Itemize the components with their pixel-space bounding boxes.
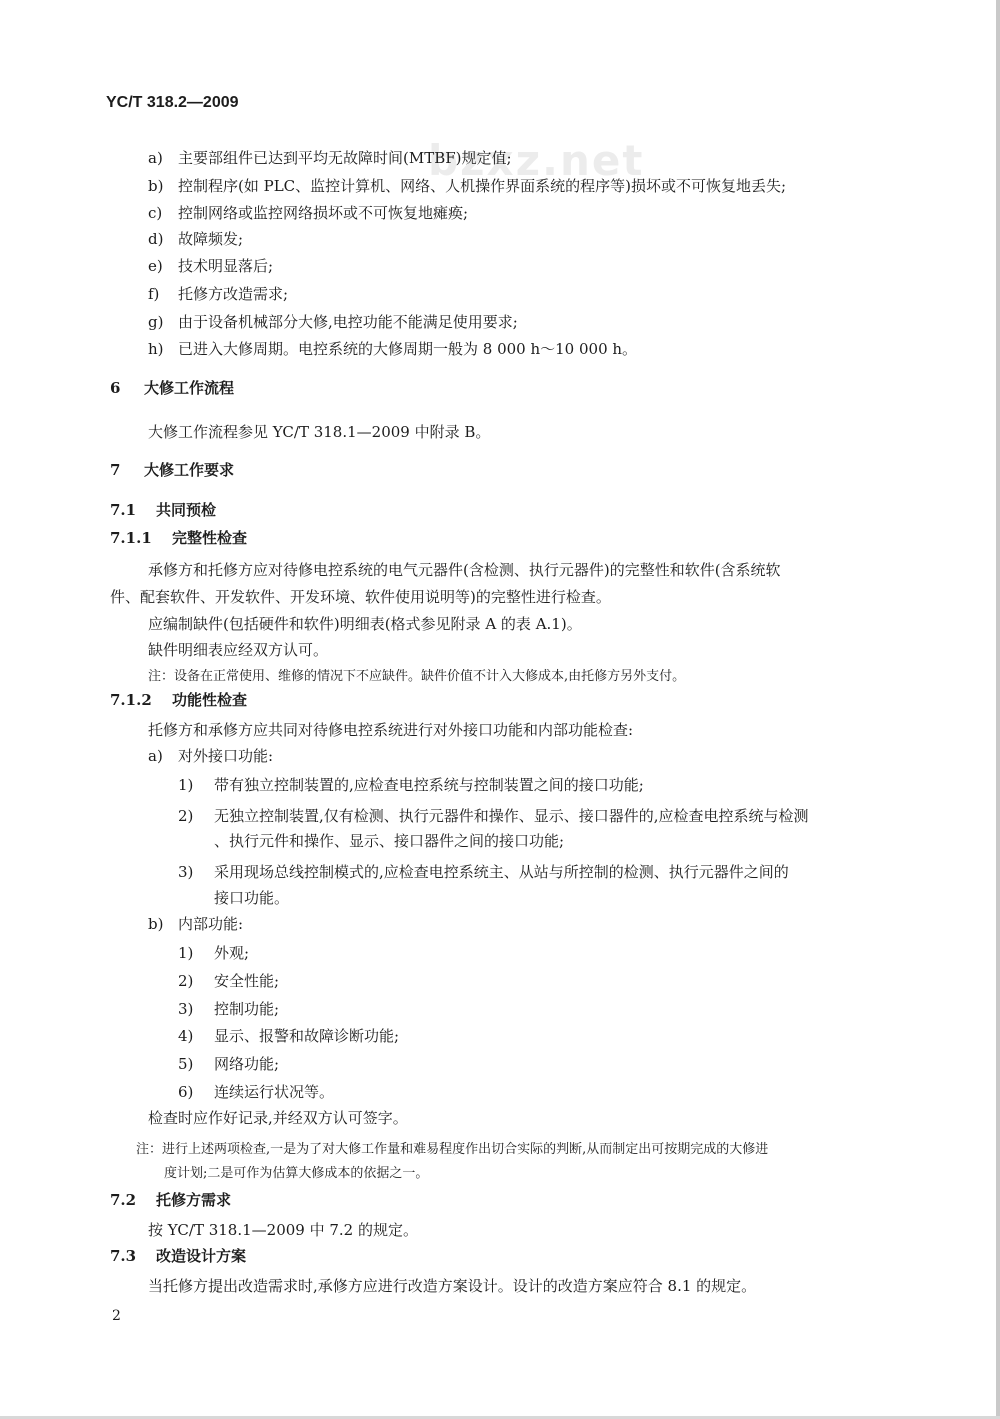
list-mark: 2) <box>178 807 194 825</box>
note: 注：进行上述两项检查,一是为了对大修工作量和难易程度作出切合实际的判断,从而制定出可按期完成的大修进 <box>136 1142 769 1157</box>
list-text: 内部功能: <box>178 915 244 933</box>
section-7-2-body: 按 YC/T 318.1—2009 中 7.2 的规定。 <box>148 1221 418 1239</box>
list-mark: 1) <box>178 776 194 794</box>
list-item <box>148 284 288 304</box>
list-item <box>148 148 512 168</box>
section-title: 共同预检 <box>156 501 217 519</box>
list-item <box>148 312 518 332</box>
section-title: 大修工作要求 <box>144 461 235 479</box>
section-number: 6 <box>110 379 121 397</box>
note: 注：设备在正常使用、维修的情况下不应缺件。缺件价值不计入大修成本,由托修方另外支付。 <box>148 669 686 684</box>
doc-code-header: YC/T 318.2—2009 <box>106 94 239 111</box>
section-title: 功能性检查 <box>172 691 248 709</box>
section-heading-7 <box>110 460 234 480</box>
sub-list-item <box>178 775 644 795</box>
section-heading-7-1-1 <box>110 528 247 548</box>
list-mark: 5) <box>178 1055 194 1073</box>
list-text: 连续运行状况等。 <box>214 1083 335 1101</box>
paragraph: 托修方和承修方应共同对待修电控系统进行对外接口功能和内部功能检查: <box>148 721 634 739</box>
section-6-body: 大修工作流程参见 YC/T 318.1—2009 中附录 B。 <box>148 423 491 441</box>
section-number: 7.1.1 <box>110 529 152 547</box>
list-mark: b) <box>148 915 164 933</box>
section-title: 大修工作流程 <box>144 379 235 397</box>
section-heading-6 <box>110 378 234 398</box>
list-mark: g) <box>148 313 164 331</box>
list-text: 网络功能; <box>214 1055 280 1073</box>
list-text: 安全性能; <box>214 972 280 990</box>
sub-list-item <box>178 1026 399 1046</box>
section-title: 改造设计方案 <box>156 1247 247 1265</box>
section-heading-7-3 <box>110 1246 246 1266</box>
list-mark: c) <box>148 204 163 222</box>
list-mark: e) <box>148 257 163 275</box>
list-mark: f) <box>148 285 160 303</box>
list-text: 控制程序(如 PLC、监控计算机、网络、人机操作界面系统的程序等)损坏或不可恢复地丢失; <box>178 177 787 195</box>
list-text: 带有独立控制装置的,应检查电控系统与控制装置之间的接口功能; <box>214 776 644 794</box>
list-mark: a) <box>148 149 163 167</box>
sub-list-item <box>178 1082 334 1102</box>
list-text: 故障频发; <box>178 230 244 248</box>
list-text: 已进入大修周期。电控系统的大修周期一般为 8 000 h～10 000 h。 <box>178 340 638 358</box>
paragraph: 应编制缺件(包括硬件和软件)明细表(格式参见附录 A 的表 A.1)。 <box>148 615 582 633</box>
sub-list-item <box>178 971 279 991</box>
list-mark: 4) <box>178 1027 194 1045</box>
sub-list-item <box>178 943 249 963</box>
paragraph: 缺件明细表应经双方认可。 <box>148 641 329 659</box>
list-item <box>148 746 273 766</box>
page-number: 2 <box>112 1308 121 1324</box>
list-item <box>148 914 243 934</box>
list-mark: 3) <box>178 863 194 881</box>
list-text: 外观; <box>214 944 250 962</box>
list-item <box>148 229 243 249</box>
section-number: 7.1.2 <box>110 691 152 709</box>
section-number: 7.1 <box>110 501 137 519</box>
section-number: 7.2 <box>110 1191 137 1209</box>
list-text: 由于设备机械部分大修,电控功能不能满足使用要求; <box>178 313 518 331</box>
list-mark: 6) <box>178 1083 194 1101</box>
sub-list-item <box>178 999 279 1019</box>
list-mark: h) <box>148 340 164 358</box>
section-heading-7-1-2 <box>110 690 247 710</box>
list-mark: 3) <box>178 1000 194 1018</box>
section-number: 7 <box>110 461 121 479</box>
section-number: 7.3 <box>110 1247 137 1265</box>
sub-list-item <box>178 806 809 826</box>
list-mark: a) <box>148 747 163 765</box>
section-heading-7-2 <box>110 1190 231 1210</box>
list-item <box>148 176 786 196</box>
section-7-3-body: 当托修方提出改造需求时,承修方应进行改造方案设计。设计的改造方案应符合 8.1 的规定。 <box>148 1277 757 1295</box>
list-text: 无独立控制装置,仅有检测、执行元器件和操作、显示、接口器件的,应检查电控系统与检测 <box>214 807 809 825</box>
list-mark: 2) <box>178 972 194 990</box>
list-item <box>148 203 468 223</box>
list-item <box>148 256 273 276</box>
list-text: 显示、报警和故障诊断功能; <box>214 1027 400 1045</box>
list-text: 控制网络或监控网络损坏或不可恢复地瘫痪; <box>178 204 469 222</box>
watermark: bzxz.net <box>428 136 645 185</box>
list-text: 对外接口功能: <box>178 747 274 765</box>
list-mark: d) <box>148 230 164 248</box>
list-text-continuation: 、执行元件和操作、显示、接口器件之间的接口功能; <box>214 832 565 850</box>
list-mark: 1) <box>178 944 194 962</box>
sub-list-item <box>178 1054 279 1074</box>
list-item <box>148 339 637 359</box>
section-heading-7-1 <box>110 500 216 520</box>
list-text: 控制功能; <box>214 1000 280 1018</box>
paragraph-line: 承修方和托修方应对待修电控系统的电气元器件(含检测、执行元器件)的完整性和软件(含系统软 <box>148 561 781 579</box>
list-text: 托修方改造需求; <box>178 285 289 303</box>
list-text: 主要部组件已达到平均无故障时间(MTBF)规定值; <box>178 149 512 167</box>
list-text: 技术明显落后; <box>178 257 274 275</box>
sub-list-item <box>178 862 789 882</box>
note-continuation: 度计划;二是可作为估算大修成本的依据之一。 <box>164 1166 429 1181</box>
section-title: 托修方需求 <box>156 1191 232 1209</box>
list-mark: b) <box>148 177 164 195</box>
paragraph: 检查时应作好记录,并经双方认可签字。 <box>148 1109 408 1127</box>
section-title: 完整性检查 <box>172 529 248 547</box>
list-text: 采用现场总线控制模式的,应检查电控系统主、从站与所控制的检测、执行元器件之间的 <box>214 863 789 881</box>
page-edge-right <box>996 0 1000 1419</box>
paragraph-line: 件、配套软件、开发软件、开发环境、软件使用说明等)的完整性进行检查。 <box>110 588 611 606</box>
list-text-continuation: 接口功能。 <box>214 889 290 907</box>
